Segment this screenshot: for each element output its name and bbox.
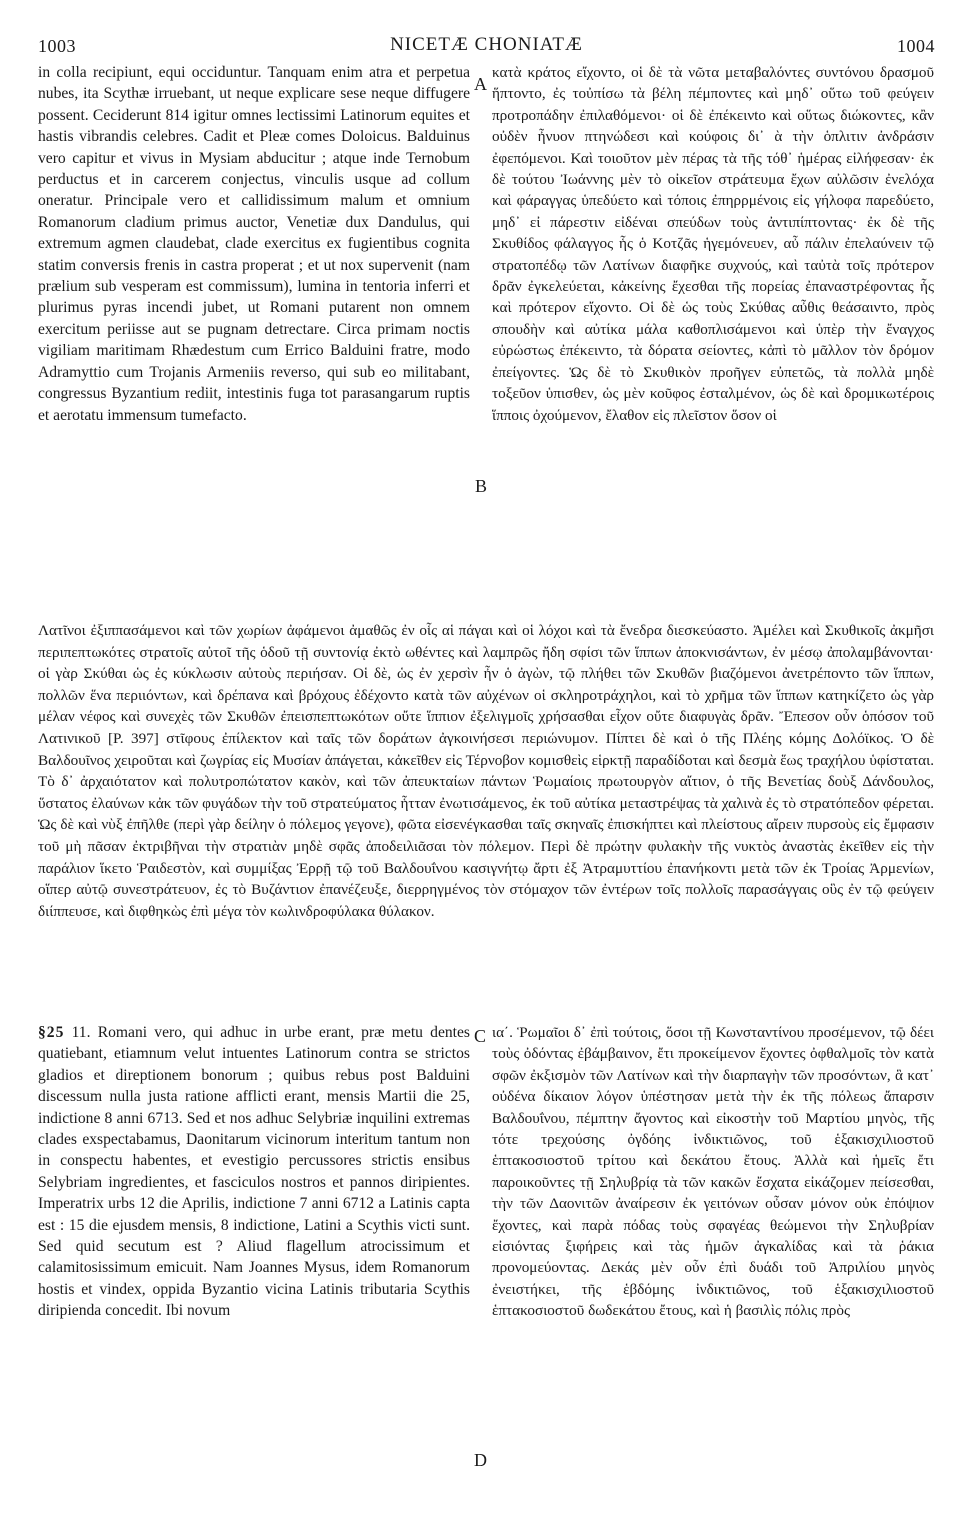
greek-paragraph-top: κατὰ κράτος εἴχοντο, οἱ δὲ τὰ νῶτα μεταβαλόντες συντόνου δρασμοῦ ἥπτοντο, ἐς τοὐπίσω τὰ βέλη πέμποντες καὶ μηδ᾿ οὕτω τοῦ φεύγειν προτροπάδην ἐπιλαθόμενοι· οἱ δὲ ἐπέκεινto καὶ οὕτως διώκοντες, κἂν οὐδὲν ἦνυον πτηνώδεσι καὶ κούφοις δι᾿ ὰ τὴν ὁπλιτιν ἀνδράσιν ἐφεπόμενοι. Καὶ τοιοῦτον μὲν πέρας τὰ τῆς τόθ᾿ ἡμέρας εἰλήφεσαν· ἐκ δὲ τούτου Ἰωάννης μὲν τὸ οἰκεῖον στράτευμα ἔχων αὐλῶσιν ἐνελόχα καὶ φάραγγας ὑπεδύετο καὶ τόποις ἐπηρρμένοις εἰς γήλοφα παρεδύετο, μηδ᾿ εἰ πάρεστιν εἰδέναι σπεύδων τοὺς ἀντιπίπτοντας· ἐκ δὲ τῆς Σκυθίδος φάλαγγος ἧς ὁ Κοτζᾶς ἡγεμόνευεν, αὖ πάλιν ἐπελαύνειν τῷ στρατοπέδῳ τῶν Λατίνων διαφῆκε συχνούς, καὶ ταὐτὰ τοῖς πρότερον δρᾶν ἐγκελεύεται, κἀκείνης ἔχεσθαι τῆς πορείας ἐπαναστρέφοντας ἧς καὶ πρότερον εἴχοντο. Οἱ δὲ ὡς τοὺς Σκύθας αὖθις θεάσαιντο, πρὸς σπουδὴν καὶ αὐτίκα μάλα καθοπλισάμενοι καὶ ὑπὲρ τὴν ἔναγχος εὐρώστως ἐπέκειντο, τὰ δόρατα σείοντες, κἀπὶ τὸ μᾶλλον τὸν δρόμον ἐπείγοντες. Ὡς δὲ τὸ Σκυθικὸν προῆγεν εὐπετῶς, τὰ πολλὰ μηδὲ τοξεῦον ὑπισθεν, ὡς μὲν κοῦφος ἐσταλμένον, ὡς δὲ καὶ δρομικωτέροις ἵπποις ὀχούμενον, ἔλαθον εἰς πλεῖστον ὅσον οἱ (492, 64, 934, 424)
page-header (38, 30, 935, 58)
greek-column-bottom (492, 1022, 934, 1322)
page-number-right: 1004 (897, 36, 935, 56)
running-title: NICETÆ CHONIATÆ (390, 34, 583, 55)
greek-full-width-block (38, 620, 934, 922)
greek-paragraph-full: Λατῖνοι ἐξιππασάμενοι καὶ τῶν χωρίων ἀφάμενοι ἀμαθῶς ἐν οἷς αἱ πάγαι καὶ οἱ λόχοι καὶ τὰ ἔνεδρα διεσκεύαστο. Ἀμέλει καὶ Σκυθικοῖς ἀκμῆσι περιπεπτωκότες στρατοῖς αὐτοῖ τῆς ὁδοῦ τῇ συντονίᾳ ἐκτὸ ωθέντες καὶ λαμπρῶς ἤδη σφίσι τῶν ἵππων ἀποκνισάντων, ἐν μέσῳ ἀπολαμβάνονται· οἱ γὰρ Σκύθαι ὡς ἐς κύκλωσιν αὐτοὺς περιήσαν. Οἱ δὲ, ὡς ἐν χερσὶν ἦν ὁ ἀγὼν, τῷ πλήθει τῶν Σκυθῶν βιαζόμενοι ἀνετρέποντο τῶν ἵππων, πολλῶν ἕνα περιιόντων, καὶ δρέπανα καὶ βρόχους ἐδέχοντο κατὰ τῶν αὐχένων οἱ σκληροτράχηλοι, καὶ τὸ χρῆμα τῶν ἵππων κατηκίζετο ὡς γὰρ μέλαν νέφος καὶ συνεχὲς τῶν Σκυθῶν ἐπεισπεπτωκότων οὔτε ἵππιον ἐξελιγμοῖς χρήσασθαι εἶχον οὔτε διαφυγὰς δρᾶν. Ἔπεσον οὖν ὁπόσον τοῦ Λατινικοῦ [P. 397] στῖφους ἐπίλεκτον καὶ ταῖς τῶν δοράτων ἀγκοινήσεσι περιώνυμον. Πίπτει δὲ καὶ ὁ τῆς Πλέης κόμης Δολόϊκος. Ὁ δὲ Βαλδουῖνος χειροῦται καὶ ζωγρίας εἰς Μυσίαν ἀπάγεται, κἀκεῖθεν εἰς Τέρνοβον κομισθεὶς εἱρκτῇ παραδίδοται καὶ δεσμὰ ἕως τραχήλου ὑφίσταται. Τὸ δ᾿ ἀρχαιότατον καὶ πολυτροπώτατον κακὸν, καὶ τῶν ἀπευκταίων πάντων Ῥωμαίοις πρωτουργὸν αἴτιον, ὁ τῆς Βενετίας δοὺξ Δάνδουλος, ὕστατος ἐλαύνων κἀκ τῶν φυγάδων τὴν τοῦ στρατεύματος ἧτταν ἐνωτισάμενος, ἐκ τοῦ αὐτίκα μεταστρέψας τὰ χαλινὰ ἐς τὸ στρατόπεδον φέρεται. Ὡς δὲ καὶ νὺξ ἐπῆλθε (περὶ γὰρ δείλην ὁ πόλεμος γεγονε), φῶτα εἰσενέγκασθαι ταῖς σκηναῖς ἐπισκήπτει καὶ πλείστους αἴρειν πυρσοὺς εἰς ἔμφασιν τοῦ μὴ πᾶσαν ἐκτριβῆναι τὴν στρατιὰν μηδὲ σφᾶς ἀποδειλιᾶσαι τὸν πόλεμον. Περὶ δὲ πρώτην φυλακὴν τῆς νυκτὸς ἀναστὰς ἐκεῖθεν εἰς τὴν παράλιον ἵκετο Ῥαιδεστὸν, καὶ συμμίξας Ἐρρῇ τῷ τοῦ Βαλδουΐνου κασιγνήτῳ ἄρτι ἐξ Ἀτραμυττίου ἐπανήκοντι μετὰ τῶν ἐκ Τροίας Ἀρμενίων, οἵπερ αὐτῷ συνεστράτευον, ἐς τὸ Βυζάντιον ἐπανέζευξε, διερρηγμένος τὸν στόμαχον τῶν ἐντέρων τοῖς πολλοῖς παρασάγγαις οὓς ἐν τῷ φεύγειν διίππευσε, καὶ διφθηκὼς ἐπὶ μέγα τὸν κωλινδροφύλακα θύλακον. (38, 622, 934, 920)
margin-marker-b: B (475, 476, 488, 496)
latin-paragraph-top: in colla recipiunt, equi occiduntur. Tanquam enim atra et perpetua nubes, ita Scythæ irruebant, ut neque explicare sese neque diffugere possent. Ceciderunt 814 igitur omnes lectissimi Latinorum equites et hastis vibrandis celebres. Cadit et Pleæ comes Doloicus. Balduinus vero capitur et vivus in Mysiam abducitur ; atque inde Ternobum perductus et in carcerem conjectus, vinculis usque ad collum oneratur. Principale vero et callidissimum malum et omnium Romanorum cladium primus auctor, Venetiæ dux Dandulus, qui extremum agmen claudebat, clade exercitus ex fugientibus cognita statim conversis frenis in castra properat ; et ut nox supervenit (nam prælium sub vesperam est commissum), lumina in tentoria inferri et plurimus pyras incendi jubet, ut Romani putarent non omnem exercitum periisse aut se pugnam detrectare. Circa primam noctis vigiliam maritimam Rhædestum cum Errico Balduini fratre, modo Adramyttio cum Trojanis Armeniis reverso, qui sub eo militabant, congressus Byzantium rediit, intestinis fuga tot parasangarum ruptis et aerotatu immensum tumefacto. (38, 64, 470, 424)
latin-column-bottom (38, 1022, 470, 1322)
margin-marker-a: A (474, 74, 487, 94)
greek-paragraph-bottom: ια΄. Ῥωμαῖοι δ᾿ ἐπὶ τούτοις, ὅσοι τῇ Κωνσταντίνου προσέμενον, τῷ δέει τοὺς ὀδόντας ἐβάμβαινον, ἔτι προκείμενον ἔχοντες ὀφθαλμοῖς τὸν κατὰ σφῶν ἐκξισμὸν τῶν Λατίνων καὶ τὴν διαρπαγὴν τῶν προσόντων, ἃ κατ᾿ οὐδένα δίκαιον λόγον ὑπέστησαν μετὰ τὴν ἐκ τῆς πόλεως ἄπαρσιν Βαλδουΐνου, πέμπτην ἄγοντος καὶ εἰκοστὴν τοῦ Μαρτίου μηνὸς, τῆς τότε τρεχούσης ὀγδόης ἰνδικτιῶνος, τοῦ ἑξακισχιλιοστοῦ ἑπτακοσιοστοῦ τρίτου καὶ δεκάτου ἔτους. Ἀλλὰ καὶ ἡμεῖς ἔτι παροικοῦντες τῇ Σηλυβρίᾳ τὰ τῶν κακῶν ἔσχατα εἰκάζομεν πείσεσθαι, τὴν τῶν Δαονιτῶν ἀναίρεσιν ἐκ γειτόνων οὖσαν μόνον οὐκ ἐπόψιον ἔχοντες, καὶ παρὰ πόδας τοὺς σφαγέας θεώμενοι τὴν Σηλυβρίαν εἰσιόντας ξιφήρεις καὶ τὰς ἡμῶν ἀγκαλίδας καὶ τὰ ῥάκια προνομεύοντας. Δεκάς μὲν οὖν ἐπὶ δυάδι τοῦ Ἀπριλίου μηνὸς ἐνειστήκει, τῆς ἑβδόμης ἰνδικτιῶνος, τοῦ ἑξακισχιλιοστοῦ ἑπτακοσιοστοῦ δωδεκάτου ἔτους, καὶ ἡ βασιλὶς πόλις πρὸς (492, 1024, 934, 1320)
latin-paragraph-bottom (38, 1022, 470, 1322)
greek-column-top (492, 62, 934, 426)
page-number-left: 1003 (38, 36, 76, 56)
section-number: §25 (38, 1024, 65, 1041)
latin-column-top (38, 62, 470, 426)
margin-marker-d: D (474, 1450, 487, 1470)
margin-marker-c: C (474, 1026, 487, 1046)
latin-text-bottom: 11. Romani vero, qui adhuc in urbe erant, præ metu dentes quatiebant, etiamnum velut intuentes Latinorum contra se strictos gladios et direptionem bonorum ; quibus rebus post Balduini discessum nulla justa ratione afflicti erant, mensis Martii die 25, indictione 8 anni 6713. Sed et nos adhuc Selybriæ inquilini extremas clades exspectabamus, Daonitarum vicinorum interitum tantum non in conspectu habentes, et evestigio percussores strictis ensibus Selybriam ingredientes, et fasciculos nostros et pannos diripientes. Imperatrix urbs 12 die Aprilis, indictione 7 anni 6712 a Latinis capta est : 15 die ejusdem mensis, 8 indictione, Latini a Scythis victi sunt. Sed quid secutum est ? Aliud flagellum atrocissimum et calamitosissimum emicuit. Nam Joannes Mysus, idem Romanorum hostis et vindex, oppida Byzantio vicina Latinis tributaria Scythis diripienda concedit. Ibi novum (38, 1024, 470, 1320)
